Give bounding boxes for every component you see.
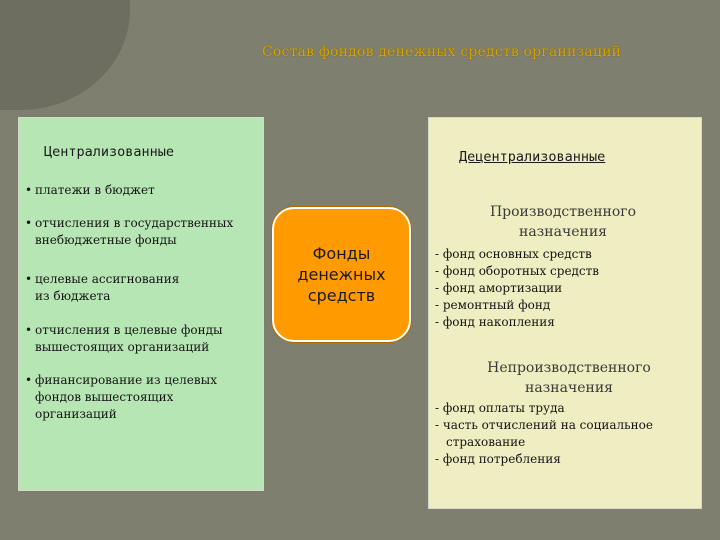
- list-item-line: из бюджета: [35, 289, 111, 303]
- center-line: средств: [307, 286, 376, 305]
- center-line: денежных: [297, 265, 386, 284]
- list-item-line: финансирование из целевых: [35, 373, 217, 387]
- list-item: - фонд накопления: [435, 315, 555, 329]
- list-item: [25, 215, 261, 249]
- decentralized-heading: Децентрализованные: [459, 149, 606, 165]
- list-item: [25, 182, 261, 199]
- group-heading-line: назначения: [524, 380, 614, 396]
- list-item: [25, 322, 261, 356]
- bullet-icon: •: [25, 373, 33, 387]
- decentralized-panel: [428, 117, 702, 509]
- production-purpose-heading: [443, 202, 683, 242]
- funds-center-box: [272, 207, 411, 342]
- non-production-purpose-heading: [449, 358, 689, 398]
- list-item: страхование: [446, 435, 526, 449]
- list-item-line: платежи в бюджет: [35, 183, 155, 197]
- production-purpose-list: [435, 246, 699, 331]
- list-item-line: целевые ассигнования: [35, 272, 180, 286]
- centralized-panel: [18, 117, 264, 491]
- decorative-corner-shape: [0, 0, 130, 110]
- list-item: - фонд потребления: [435, 452, 561, 466]
- list-item-line: отчисления в государственных: [35, 216, 234, 230]
- list-item-line: вышестоящих организаций: [35, 340, 210, 354]
- list-item: - фонд основных средств: [435, 247, 592, 261]
- list-item-line: организаций: [35, 407, 117, 421]
- slide-title: Состав фондов денежных средств организаций: [262, 44, 622, 60]
- list-item: - фонд оборотных средств: [435, 264, 600, 278]
- bullet-icon: •: [25, 272, 33, 286]
- bullet-icon: •: [25, 183, 33, 197]
- list-item: [25, 271, 261, 305]
- group-heading-line: Непроизводственного: [487, 360, 651, 376]
- list-item-line: фондов вышестоящих: [35, 390, 174, 404]
- list-item: [25, 372, 261, 423]
- center-line: Фонды: [312, 244, 371, 263]
- bullet-icon: •: [25, 216, 33, 230]
- list-item: - часть отчислений на социальное: [435, 418, 653, 432]
- group-heading-line: Производственного: [489, 204, 637, 220]
- centralized-heading: Централизованные: [44, 144, 175, 160]
- non-production-purpose-list: [435, 400, 699, 468]
- list-item: - ремонтный фонд: [435, 298, 551, 312]
- list-item-line: внебюджетные фонды: [35, 233, 177, 247]
- group-heading-line: назначения: [518, 224, 608, 240]
- bullet-icon: •: [25, 323, 33, 337]
- list-item: - фонд амортизации: [435, 281, 563, 295]
- list-item-line: отчисления в целевые фонды: [35, 323, 223, 337]
- list-item: - фонд оплаты труда: [435, 401, 565, 415]
